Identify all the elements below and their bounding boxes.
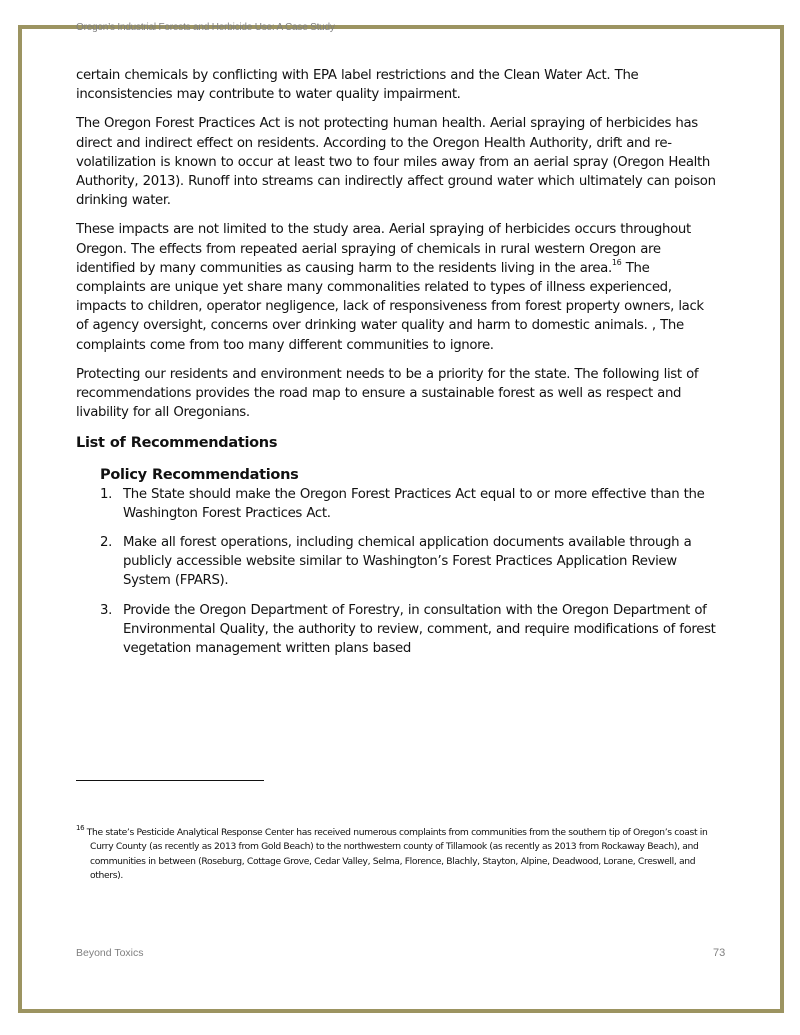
footnote-reference[interactable]: 16 bbox=[611, 258, 622, 268]
page-number: 73 bbox=[713, 947, 726, 959]
list-item bbox=[100, 533, 716, 591]
list-item-text: Provide the Oregon Department of Forestry, in consultation with the Oregon Department of Environmental Quality, the authority to review, comment, and require modifications of forest vegetation management written plans based bbox=[123, 602, 716, 657]
list-item-number: 3. bbox=[100, 602, 112, 618]
paragraph-3 bbox=[76, 220, 716, 354]
sub-heading: Policy Recommendations bbox=[100, 466, 299, 483]
list-heading: List of Recommendations bbox=[76, 435, 278, 452]
paragraph-3-text-a: These impacts are not limited to the study area. Aerial spraying of herbicides occurs throughout Oregon. The effects from repeated aerial spraying of chemicals in rural western Oregon are identified by many communities as causing harm to the residents living in the area. bbox=[76, 222, 691, 276]
list-item-text: The State should make the Oregon Forest Practices Act equal to or more effective than the Washington Forest Practices Act. bbox=[123, 486, 705, 521]
running-footer-org: Beyond Toxics bbox=[76, 947, 144, 959]
list-item bbox=[100, 485, 716, 523]
footnote-number: 16 bbox=[76, 823, 85, 832]
footnote bbox=[76, 823, 716, 883]
footnote-separator bbox=[76, 780, 264, 781]
paragraph-1: certain chemicals by conflicting with EPA label restrictions and the Clean Water Act. The inconsistencies may contribute to water quality impairment. bbox=[76, 68, 639, 103]
list-item-text: Make all forest operations, including chemical application documents available through a publicly accessible website similar to Washington’s Forest Practices Application Review System (FPARS). bbox=[123, 535, 692, 589]
paragraph-2: The Oregon Forest Practices Act is not protecting human health. Aerial spraying of herbicides has direct and indirect effect on residents. According to the Oregon Health Authority, drift and re-volatilization is known to occur at least two to four miles away from an aerial spray (Oregon Health Authority, 2013). Runoff into streams can indirectly affect ground water which ultimately can poison drinking water. bbox=[76, 116, 716, 209]
running-header: Oregon’s Industrial Forests and Herbicide Use: A Case Study bbox=[76, 22, 335, 33]
paragraph-4: Protecting our residents and environment needs to be a priority for the state. The following list of recommendations provides the road map to ensure a sustainable forest as well as respect and livability for all Oregonians. bbox=[76, 366, 699, 421]
list-item bbox=[100, 601, 716, 659]
list-item-number: 1. bbox=[100, 486, 112, 502]
footnote-text: The state’s Pesticide Analytical Response Center has received numerous complaints from communities from the southern tip of Oregon’s coast in Curry County (as recently as 2013 from Gold Beach) to the northwestern county of Tillamook (as recently as 2013 from Rockaway Beach), and communities in between (Roseburg, Cottage Grove, Cedar Valley, Selma, Florence, Blachly, Stayton, Alpine, Deadwood, Lorane, Creswell, and others). bbox=[84, 827, 708, 881]
recommendations-list bbox=[76, 485, 716, 659]
list-item-number: 2. bbox=[100, 535, 112, 551]
paragraph-3-text-b: The complaints are unique yet share many commonalities related to types of illness experienced, impacts to children, operator negligence, lack of responsiveness from forest property owners, lack of agency oversight, concerns over drinking water quality and harm to domestic animals. , The complaints come from too many different communities to ignore. bbox=[76, 260, 704, 353]
body-text bbox=[76, 66, 716, 668]
